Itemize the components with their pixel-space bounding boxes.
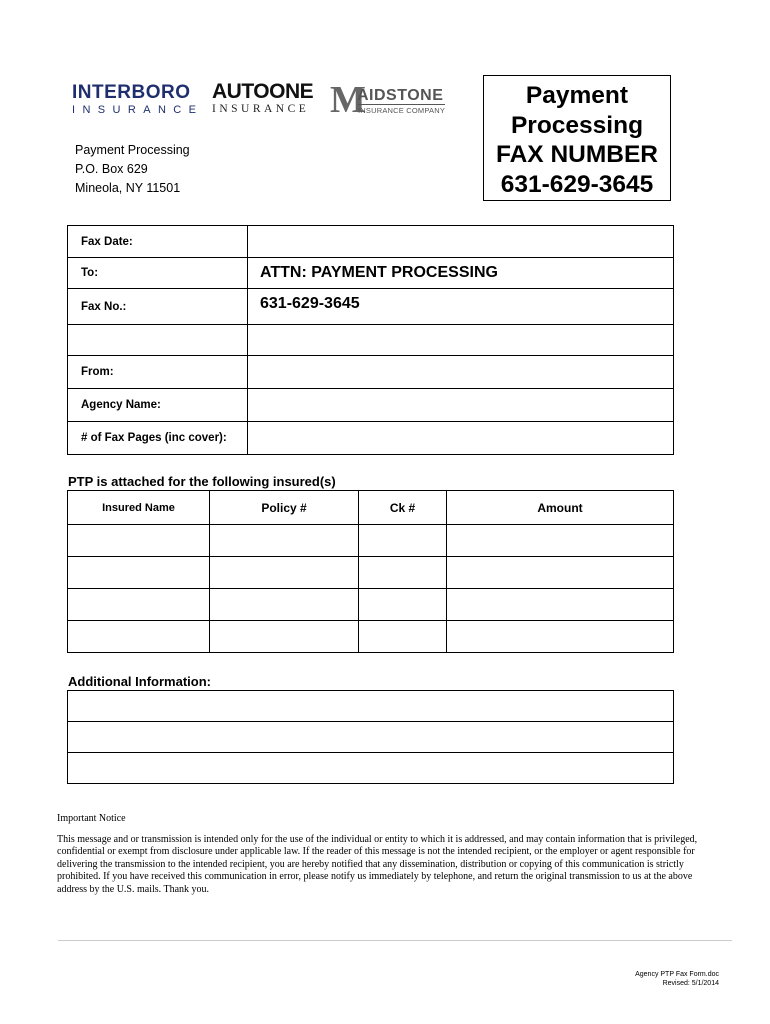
autoone-logo-name: AUTOONE — [212, 80, 314, 103]
interboro-logo-name: INTERBORO — [72, 82, 191, 103]
additional-info-title: Additional Information: — [68, 674, 211, 689]
maidstone-logo-sub: INSURANCE COMPANY — [358, 106, 446, 115]
notice-heading: Important Notice — [57, 813, 126, 824]
insured-name-header: Insured Name — [68, 491, 210, 525]
insured-name-cell[interactable] — [68, 589, 210, 621]
check-number-cell[interactable] — [359, 621, 447, 653]
fax-no-label: Fax No.: — [68, 289, 248, 325]
check-number-cell[interactable] — [359, 557, 447, 589]
fax-box-line-3: FAX NUMBER — [496, 141, 658, 168]
agency-name-field[interactable] — [248, 389, 674, 422]
fax-info-table — [67, 225, 674, 455]
interboro-logo-sub: INSURANCE — [72, 104, 204, 116]
policy-cell[interactable] — [210, 621, 359, 653]
fax-date-label: Fax Date: — [68, 226, 248, 258]
table-row — [68, 621, 674, 653]
mailing-address — [75, 141, 190, 198]
insured-name-cell[interactable] — [68, 525, 210, 557]
insured-name-cell[interactable] — [68, 621, 210, 653]
insured-table — [67, 490, 674, 653]
fax-pages-label: # of Fax Pages (inc cover): — [68, 422, 248, 455]
address-line-2: P.O. Box 629 — [75, 162, 148, 176]
maidstone-logo-m: M — [330, 79, 366, 121]
additional-info-table — [67, 690, 674, 784]
autoone-logo — [212, 81, 312, 116]
check-number-cell[interactable] — [359, 525, 447, 557]
autoone-logo-sub: INSURANCE — [212, 103, 310, 115]
table-row — [68, 589, 674, 621]
amount-header: Amount — [447, 491, 674, 525]
fax-box-line-1: Payment — [525, 82, 629, 109]
table-row — [68, 722, 674, 753]
footer-filename: Agency PTP Fax Form.doc — [635, 971, 719, 978]
fax-pages-field[interactable] — [248, 422, 674, 455]
fax-box-line-4: 631-629-3645 — [500, 170, 654, 198]
maidstone-logo-name: AIDSTONE — [357, 87, 444, 104]
to-value: ATTN: PAYMENT PROCESSING — [248, 258, 674, 289]
address-line-1: Payment Processing — [75, 143, 190, 157]
policy-cell[interactable] — [210, 525, 359, 557]
table-row — [68, 525, 674, 557]
policy-header: Policy # — [210, 491, 359, 525]
footer-divider — [58, 940, 732, 941]
maidstone-logo — [330, 80, 455, 120]
to-label: To: — [68, 258, 248, 289]
fax-box-line-2: Processing — [510, 111, 644, 139]
footer — [635, 970, 719, 988]
ptp-section-title: PTP is attached for the following insured(s) — [68, 474, 336, 489]
amount-cell[interactable] — [447, 557, 674, 589]
policy-cell[interactable] — [210, 589, 359, 621]
table-row — [68, 753, 674, 784]
table-row — [68, 691, 674, 722]
check-number-cell[interactable] — [359, 589, 447, 621]
amount-cell[interactable] — [447, 621, 674, 653]
blank-field[interactable] — [248, 325, 674, 356]
fax-no-value: 631-629-3645 — [248, 289, 674, 325]
address-line-3: Mineola, NY 11501 — [75, 181, 181, 195]
insured-name-cell[interactable] — [68, 557, 210, 589]
from-field[interactable] — [248, 356, 674, 389]
policy-cell[interactable] — [210, 557, 359, 589]
agency-name-label: Agency Name: — [68, 389, 248, 422]
check-number-header: Ck # — [359, 491, 447, 525]
amount-cell[interactable] — [447, 589, 674, 621]
from-label: From: — [68, 356, 248, 389]
fax-number-box — [483, 75, 671, 201]
footer-revised: Revised: 5/1/2014 — [662, 980, 719, 987]
additional-info-line[interactable] — [68, 722, 674, 753]
table-row — [68, 557, 674, 589]
notice-body: This message and or transmission is intended only for the use of the individual or entity to which it is addressed, and may contain information that is privileged, confidential or exempt from disclosure under applicable law. If the reader of this message is not the intended recipient, or the employer or agent responsible for delivering the transmission to the intended recipient, you are hereby notified that any dissemination, distribution or copying of this communication is strictly prohibited. If you have received this communication in error, please notify us immediately by telephone, and return the original transmission to us at the above address by the U.S. mails. Thank you. — [57, 834, 698, 895]
fax-date-field[interactable] — [248, 226, 674, 258]
additional-info-line[interactable] — [68, 691, 674, 722]
interboro-logo — [72, 82, 204, 116]
blank-label-cell — [68, 325, 248, 356]
amount-cell[interactable] — [447, 525, 674, 557]
additional-info-line[interactable] — [68, 753, 674, 784]
